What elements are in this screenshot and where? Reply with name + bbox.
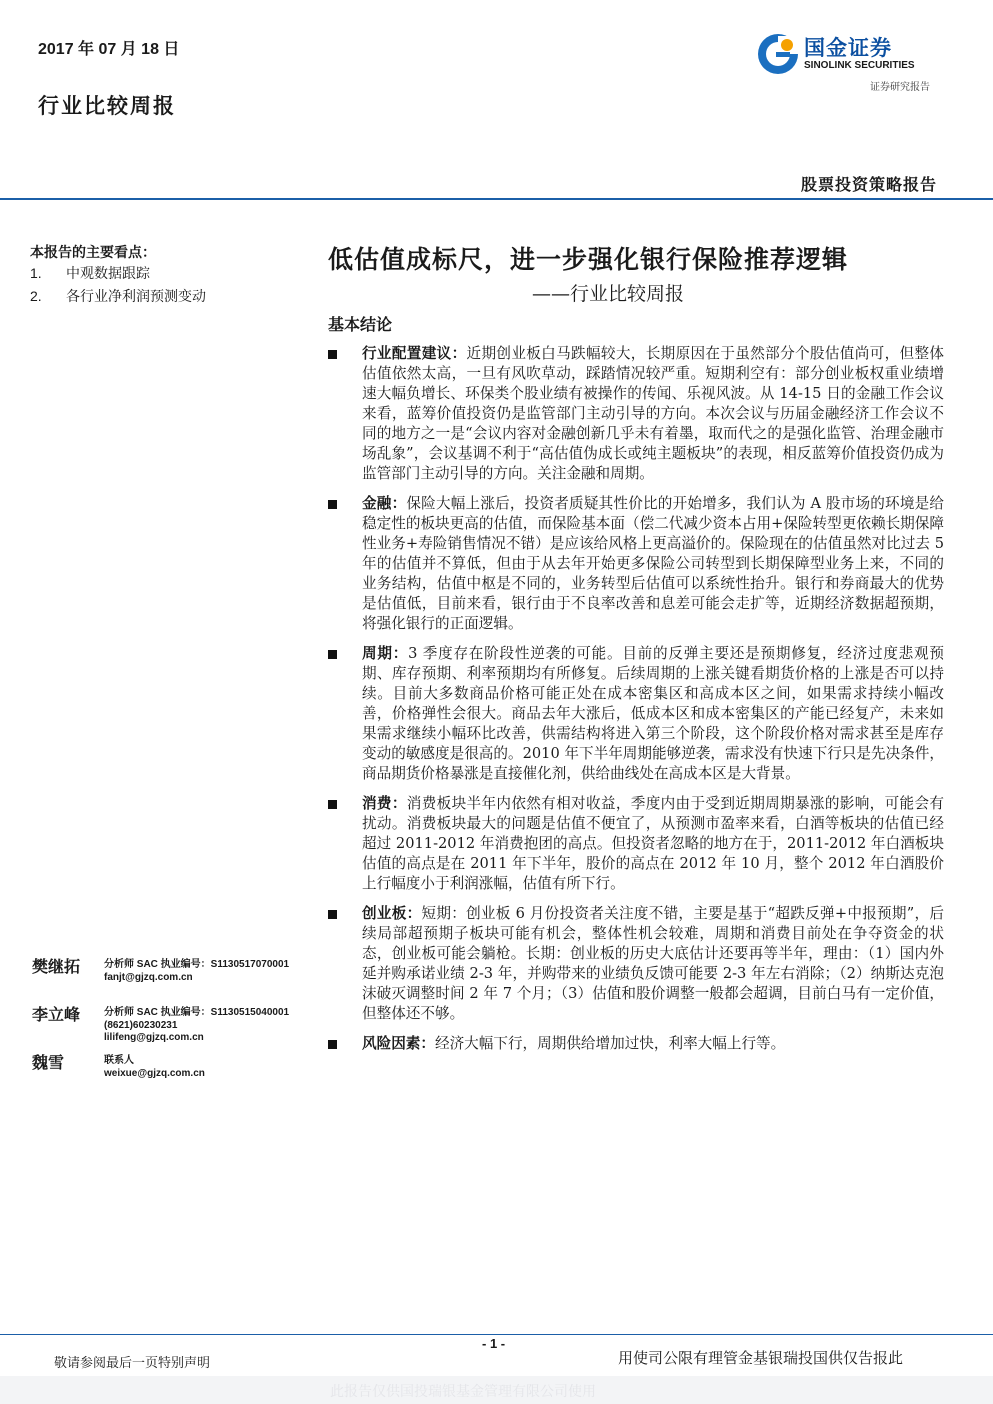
- square-bullet-icon: [328, 350, 337, 359]
- analyst-email[interactable]: weixue@gjzq.com.cn: [104, 1067, 205, 1079]
- item-text: 短期：创业板 6 月份投资者关注度不错，主要是基于“超跌反弹+中报预期”，后续局部超预期子板块可能有机会，整体性机会较难，周期和消费目前处在争夺资金的状态，创业板可能会躺枪。长期：创业板的历史大底估计还要再等半年，理由：（1）国内外延并购承诺业绩 2-3 年，并购带来的业绩负反馈可能要 2-3 年左右消除；（2）纳斯达克泡沫破灭调整时间 2 年 7 个月；（3）估值和股价调整一般都会超调，目前白马有一定价值，但整体还不够。: [362, 905, 944, 1022]
- conclusion-item: [328, 794, 944, 894]
- item-text: 消费板块半年内依然有相对收益，季度内由于受到近期周期暴涨的影响，可能会有扰动。消费板块最大的问题是估值不便宜了，从预测市盈率来看，白酒等板块的估值已经超过 2011-2012 年消费抱团的高点。但投资者忽略的地方在于，2011-2012 年白酒板块估值的高点是在 2011 年下半年，股价的高点在 2012 年 10 月，整个 2012 年白酒股价上行幅度小于利润涨幅，估值有所下行。: [362, 795, 944, 892]
- conclusion-item: [328, 1034, 944, 1054]
- conclusion-item: [328, 344, 944, 484]
- highlights-list: [30, 262, 206, 308]
- report-title: 低估值成标尺，进一步强化银行保险推荐逻辑: [328, 245, 849, 274]
- conclusion-item: [328, 904, 944, 1024]
- analyst-name: 樊继拓: [32, 957, 81, 976]
- analyst-email[interactable]: fanjt@gjzq.com.cn: [104, 971, 193, 983]
- footer-divider: [0, 1334, 993, 1335]
- analyst-email[interactable]: lilifeng@gjzq.com.cn: [104, 1032, 204, 1043]
- item-text: 近期创业板白马跌幅较大，长期原因在于虽然部分个股估值尚可，但整体估值依然太高，一旦有风吹草动，踩踏情况较严重。短期利空有：部分创业板权重业绩增速大幅负增长、环保类个股业绩有被操作的传闻、乐视风波。从 14-15 日的金融工作会议来看，蓝筹价值投资仍是监管部门主动引导的方向。本次会议与历届金融经济工作会议不同的地方之一是“会议内容对金融创新几乎未有着墨，取而代之的是强化监管、治理金融市场乱象”，会议基调不利于“高估值伪成长或纯主题板块”的表现，相反蓝筹价值投资仍成为监管部门主动引导的方向。关注金融和周期。: [362, 345, 944, 482]
- highlight-num: 2.: [30, 288, 42, 304]
- section-heading: 基本结论: [328, 315, 393, 334]
- header-divider: [0, 198, 993, 200]
- logo-mark-icon: [756, 32, 800, 76]
- item-heading: 消费：: [362, 795, 407, 812]
- analyst-entry: [32, 1002, 322, 1050]
- footer-usage-note: 用使司公限有理管金基银瑞投国供仅告报此: [618, 1349, 904, 1367]
- logo-text-en: SINOLINK SECURITIES: [804, 60, 915, 71]
- analyst-role: 联系人: [104, 1055, 134, 1066]
- item-heading: 风险因素：: [362, 1035, 435, 1052]
- analyst-info: [104, 1007, 289, 1045]
- item-heading: 行业配置建议：: [362, 345, 467, 362]
- square-bullet-icon: [328, 910, 337, 919]
- conclusion-item: [328, 494, 944, 634]
- item-text: 保险大幅上涨后，投资者质疑其性价比的开始增多，我们认为 A 股市场的环境是给稳定性的板块更高的估值，而保险基本面（偿二代减少资本占用+保险转型更依赖长期保障性业务+寿险销售情况不错）是应该给风格上更高溢价的。保险现在的估值虽然对比过去 5 年的估值并不算低，但由于从去年开始更多保险公司转型到长期保障型业务上来，不同的业务结构，估值中枢是不同的，业务转型后估值可以系统性抬升。银行和券商最大的优势是估值低，目前来看，银行由于不良率改善和息差可能会走扩等，近期经济数据超预期，将强化银行的正面逻辑。: [362, 495, 944, 632]
- conclusion-item: [328, 644, 944, 784]
- doc-type: 行业比较周报: [38, 93, 176, 118]
- logo-subtitle: 证券研究报告: [870, 82, 930, 93]
- footer-disclaimer: 敬请参阅最后一页特别声明: [54, 1356, 211, 1371]
- item-text: 3 季度存在阶段性逆袭的可能。目前的反弹主要还是预期修复，经济过度悲观预期、库存预期、利率预期均有所修复。后续周期的上涨关键看期货价格的上涨是否可以持续。目前大多数商品价格可能正处在成本密集区和高成本区之间，如果需求持续小幅改善，价格弹性会很大。商品去年大涨后，低成本区和成本密集区的产能已经复产，未来如果需求继续小幅环比改善，供需结构将进入第三个阶段，这个阶段价格对需求甚至是库存变动的敏感度是很高的。2010 年下半年周期能够逆袭，需求没有快速下行只是先决条件，商品期货价格暴涨是直接催化剂，供给曲线处在高成本区是大背景。: [362, 645, 944, 782]
- analyst-info: [104, 959, 289, 984]
- page-number: - 1 -: [482, 1336, 506, 1351]
- item-heading: 周期：: [362, 645, 409, 662]
- analyst-name: 魏雪: [32, 1053, 65, 1072]
- report-subtitle: ——行业比较周报: [532, 283, 685, 305]
- item-heading: 金融：: [362, 495, 407, 512]
- square-bullet-icon: [328, 500, 337, 509]
- square-bullet-icon: [328, 800, 337, 809]
- analyst-list: [32, 954, 322, 1098]
- report-kind: 股票投资策略报告: [800, 175, 937, 194]
- watermark-text: 此报告仅供国投瑞银基金管理有限公司使用: [330, 1384, 596, 1400]
- item-heading: 创业板：: [362, 905, 422, 922]
- highlight-text: 中观数据跟踪: [66, 266, 150, 282]
- item-text: 经济大幅下行，周期供给增加过快，利率大幅上行等。: [434, 1035, 786, 1052]
- company-logo: [756, 30, 946, 78]
- highlight-num: 1.: [30, 265, 42, 281]
- analyst-info: [104, 1055, 205, 1080]
- square-bullet-icon: [328, 650, 337, 659]
- analyst-entry: [32, 954, 322, 1002]
- analyst-name: 李立峰: [32, 1005, 81, 1024]
- highlight-text: 各行业净利润预测变动: [66, 289, 206, 305]
- highlight-item: [30, 285, 206, 308]
- logo-text-cn: 国金证券: [804, 36, 892, 60]
- analyst-cert: 分析师 SAC 执业编号：S1130515040001: [104, 1007, 290, 1018]
- analyst-cert: 分析师 SAC 执业编号：S1130517070001: [104, 959, 290, 970]
- square-bullet-icon: [328, 1040, 337, 1049]
- highlights-title: 本报告的主要看点：: [30, 245, 156, 261]
- analyst-entry: [32, 1050, 322, 1098]
- conclusion-list: [328, 344, 944, 1064]
- analyst-phone: (8621)60230231: [104, 1019, 178, 1031]
- highlight-item: [30, 262, 206, 285]
- report-date: 2017 年 07 月 18 日: [38, 41, 180, 58]
